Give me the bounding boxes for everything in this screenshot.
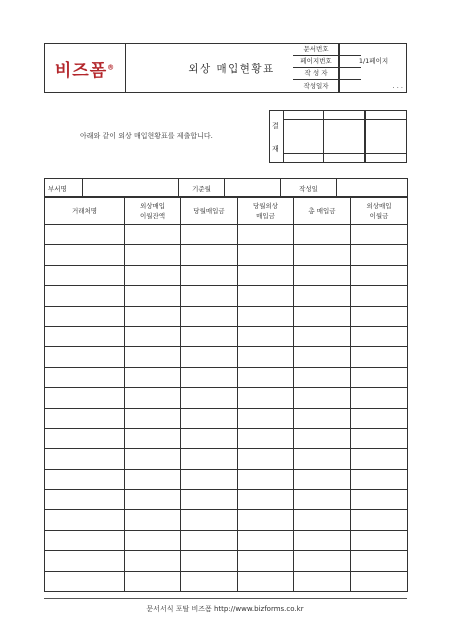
table-cell[interactable] [45,490,125,510]
table-cell[interactable] [125,265,181,285]
col-header-carryover-balance: 외상매입 이월잔액 [125,197,181,225]
meta-value-author [340,67,407,79]
table-cell[interactable] [351,428,408,448]
table-cell[interactable] [45,245,125,265]
table-row [45,510,408,530]
table-cell[interactable] [351,347,408,367]
table-cell[interactable] [238,225,294,245]
base-month-label: 기준월 [179,179,225,198]
table-cell[interactable] [45,551,125,571]
table-cell[interactable] [238,428,294,448]
table-row [45,367,408,387]
table-cell[interactable] [351,530,408,550]
table-cell[interactable] [45,449,125,469]
table-cell[interactable] [351,469,408,489]
col-header-month-credit-purchase: 당월외상 매입금 [238,197,294,225]
table-cell[interactable] [294,490,351,510]
table-cell[interactable] [351,225,408,245]
col-header-vendor: 거래처명 [45,197,125,225]
table-header-row [45,197,408,225]
table-cell[interactable] [181,449,238,469]
base-month-input[interactable] [225,179,281,198]
table-cell[interactable] [238,286,294,306]
table-cell[interactable] [45,530,125,550]
table-cell[interactable] [181,428,238,448]
table-cell[interactable] [125,551,181,571]
table-cell[interactable] [45,428,125,448]
meta-label-doc-number: 문서번호 [303,45,329,53]
table-cell[interactable] [181,510,238,530]
table-row [45,306,408,326]
table-cell[interactable] [125,490,181,510]
table-cell[interactable] [125,225,181,245]
logo-cell [45,44,126,92]
table-cell[interactable] [181,347,238,367]
table-cell[interactable] [125,530,181,550]
table-cell[interactable] [181,225,238,245]
table-cell[interactable] [181,367,238,387]
table-cell[interactable] [181,571,238,591]
table-cell[interactable] [294,428,351,448]
table-row [45,245,408,265]
table-cell[interactable] [125,428,181,448]
table-cell[interactable] [238,571,294,591]
written-date-label: 작성일 [281,179,337,198]
table-cell[interactable] [181,490,238,510]
table-body [45,225,408,592]
table-cell[interactable] [181,469,238,489]
table-cell[interactable] [125,571,181,591]
written-date-input[interactable] [337,179,408,198]
table-cell[interactable] [294,225,351,245]
meta-label-date: 작성일자 [303,82,329,90]
table-cell[interactable] [351,306,408,326]
table-row [45,388,408,408]
purchase-table [44,178,408,198]
approval-row-line [283,119,406,120]
table-cell[interactable] [45,286,125,306]
table-cell[interactable] [45,306,125,326]
col-header-carryover-amount: 외상매입 이월금 [351,197,408,225]
table-cell[interactable] [238,530,294,550]
table-cell[interactable] [181,286,238,306]
table-cell[interactable] [125,347,181,367]
table-row [45,530,408,550]
table-cell[interactable] [125,449,181,469]
table-cell[interactable] [294,286,351,306]
table-row [45,265,408,285]
table-row [45,286,408,306]
table-cell[interactable] [125,326,181,346]
approval-label-column [270,111,284,162]
table-row [45,428,408,448]
table-cell[interactable] [45,265,125,285]
table-cell[interactable] [238,408,294,428]
table-cell[interactable] [294,245,351,265]
table-cell[interactable] [238,245,294,265]
meta-label-page: 페이지번호 [300,57,332,65]
table-cell[interactable] [351,551,408,571]
bizforms-logo: 비즈폼® [54,60,116,81]
table-cell[interactable] [45,367,125,387]
table-row [45,571,408,591]
table-cell[interactable] [181,388,238,408]
approval-label-top: 결 [272,122,279,130]
meta-value-page: 1/1페이지 [358,57,389,65]
table-row [45,347,408,367]
table-cell[interactable] [351,367,408,387]
table-row [45,449,408,469]
table-cell[interactable] [45,388,125,408]
table-cell[interactable] [125,306,181,326]
table-cell[interactable] [294,469,351,489]
table-cell[interactable] [45,347,125,367]
col-header-total-purchase: 총 매입금 [294,197,351,225]
approval-row-line [283,153,406,154]
table-cell[interactable] [181,326,238,346]
table-cell[interactable] [294,510,351,530]
table-cell[interactable] [351,571,408,591]
table-cell[interactable] [238,510,294,530]
table-cell[interactable] [45,326,125,346]
intro-text: 아래와 같이 외상 매입현황표를 제출합니다. [80,132,213,140]
table-cell[interactable] [181,408,238,428]
table-cell[interactable] [351,326,408,346]
table-cell[interactable] [294,571,351,591]
table-cell[interactable] [181,245,238,265]
table-cell[interactable] [351,449,408,469]
table-cell[interactable] [238,306,294,326]
table-cell[interactable] [238,490,294,510]
table-cell[interactable] [351,388,408,408]
info-row [45,179,408,198]
table-cell[interactable] [238,367,294,387]
table-cell[interactable] [181,306,238,326]
table-cell[interactable] [125,286,181,306]
table-cell[interactable] [294,551,351,571]
table-cell[interactable] [125,408,181,428]
table-cell[interactable] [181,551,238,571]
table-cell[interactable] [351,408,408,428]
dept-input[interactable] [83,179,179,198]
table-cell[interactable] [294,388,351,408]
table-cell[interactable] [238,388,294,408]
table-cell[interactable] [45,510,125,530]
table-cell[interactable] [238,469,294,489]
table-cell[interactable] [125,367,181,387]
table-cell[interactable] [238,551,294,571]
table-cell[interactable] [294,306,351,326]
table-cell[interactable] [294,265,351,285]
approval-box [269,110,407,163]
table-cell[interactable] [45,225,125,245]
table-row [45,551,408,571]
table-row [45,408,408,428]
footer-text: 문서서식 포탈 비즈폼 http://www.bizforms.co.kr [146,605,304,613]
table-cell[interactable] [238,347,294,367]
table-cell[interactable] [294,347,351,367]
table-cell[interactable] [351,245,408,265]
table-cell[interactable] [351,510,408,530]
footer-divider [44,598,407,599]
table-cell[interactable] [351,490,408,510]
table-cell[interactable] [45,571,125,591]
table-cell[interactable] [294,367,351,387]
col-header-month-purchase: 당월매입금 [181,197,238,225]
purchase-table-body [44,196,408,592]
table-cell[interactable] [125,469,181,489]
table-cell[interactable] [294,449,351,469]
table-cell[interactable] [238,449,294,469]
table-row [45,490,408,510]
table-cell[interactable] [294,408,351,428]
table-cell[interactable] [238,265,294,285]
table-cell[interactable] [181,530,238,550]
table-cell[interactable] [351,265,408,285]
table-cell[interactable] [181,265,238,285]
approval-label-bottom: 재 [272,145,279,153]
table-cell[interactable] [125,245,181,265]
dept-label: 부서명 [45,179,83,198]
meta-label-author: 작 성 자 [304,69,328,77]
table-cell[interactable] [125,510,181,530]
table-cell[interactable] [45,408,125,428]
table-cell[interactable] [125,388,181,408]
meta-value-date: . . . [392,82,403,90]
table-cell[interactable] [294,530,351,550]
table-cell[interactable] [238,326,294,346]
table-row [45,225,408,245]
document-title: 외상 매입현황표 [125,44,339,92]
table-cell[interactable] [294,326,351,346]
table-cell[interactable] [351,286,408,306]
meta-value-doc-number [340,43,407,55]
table-row [45,469,408,489]
table-row [45,326,408,346]
table-cell[interactable] [45,469,125,489]
